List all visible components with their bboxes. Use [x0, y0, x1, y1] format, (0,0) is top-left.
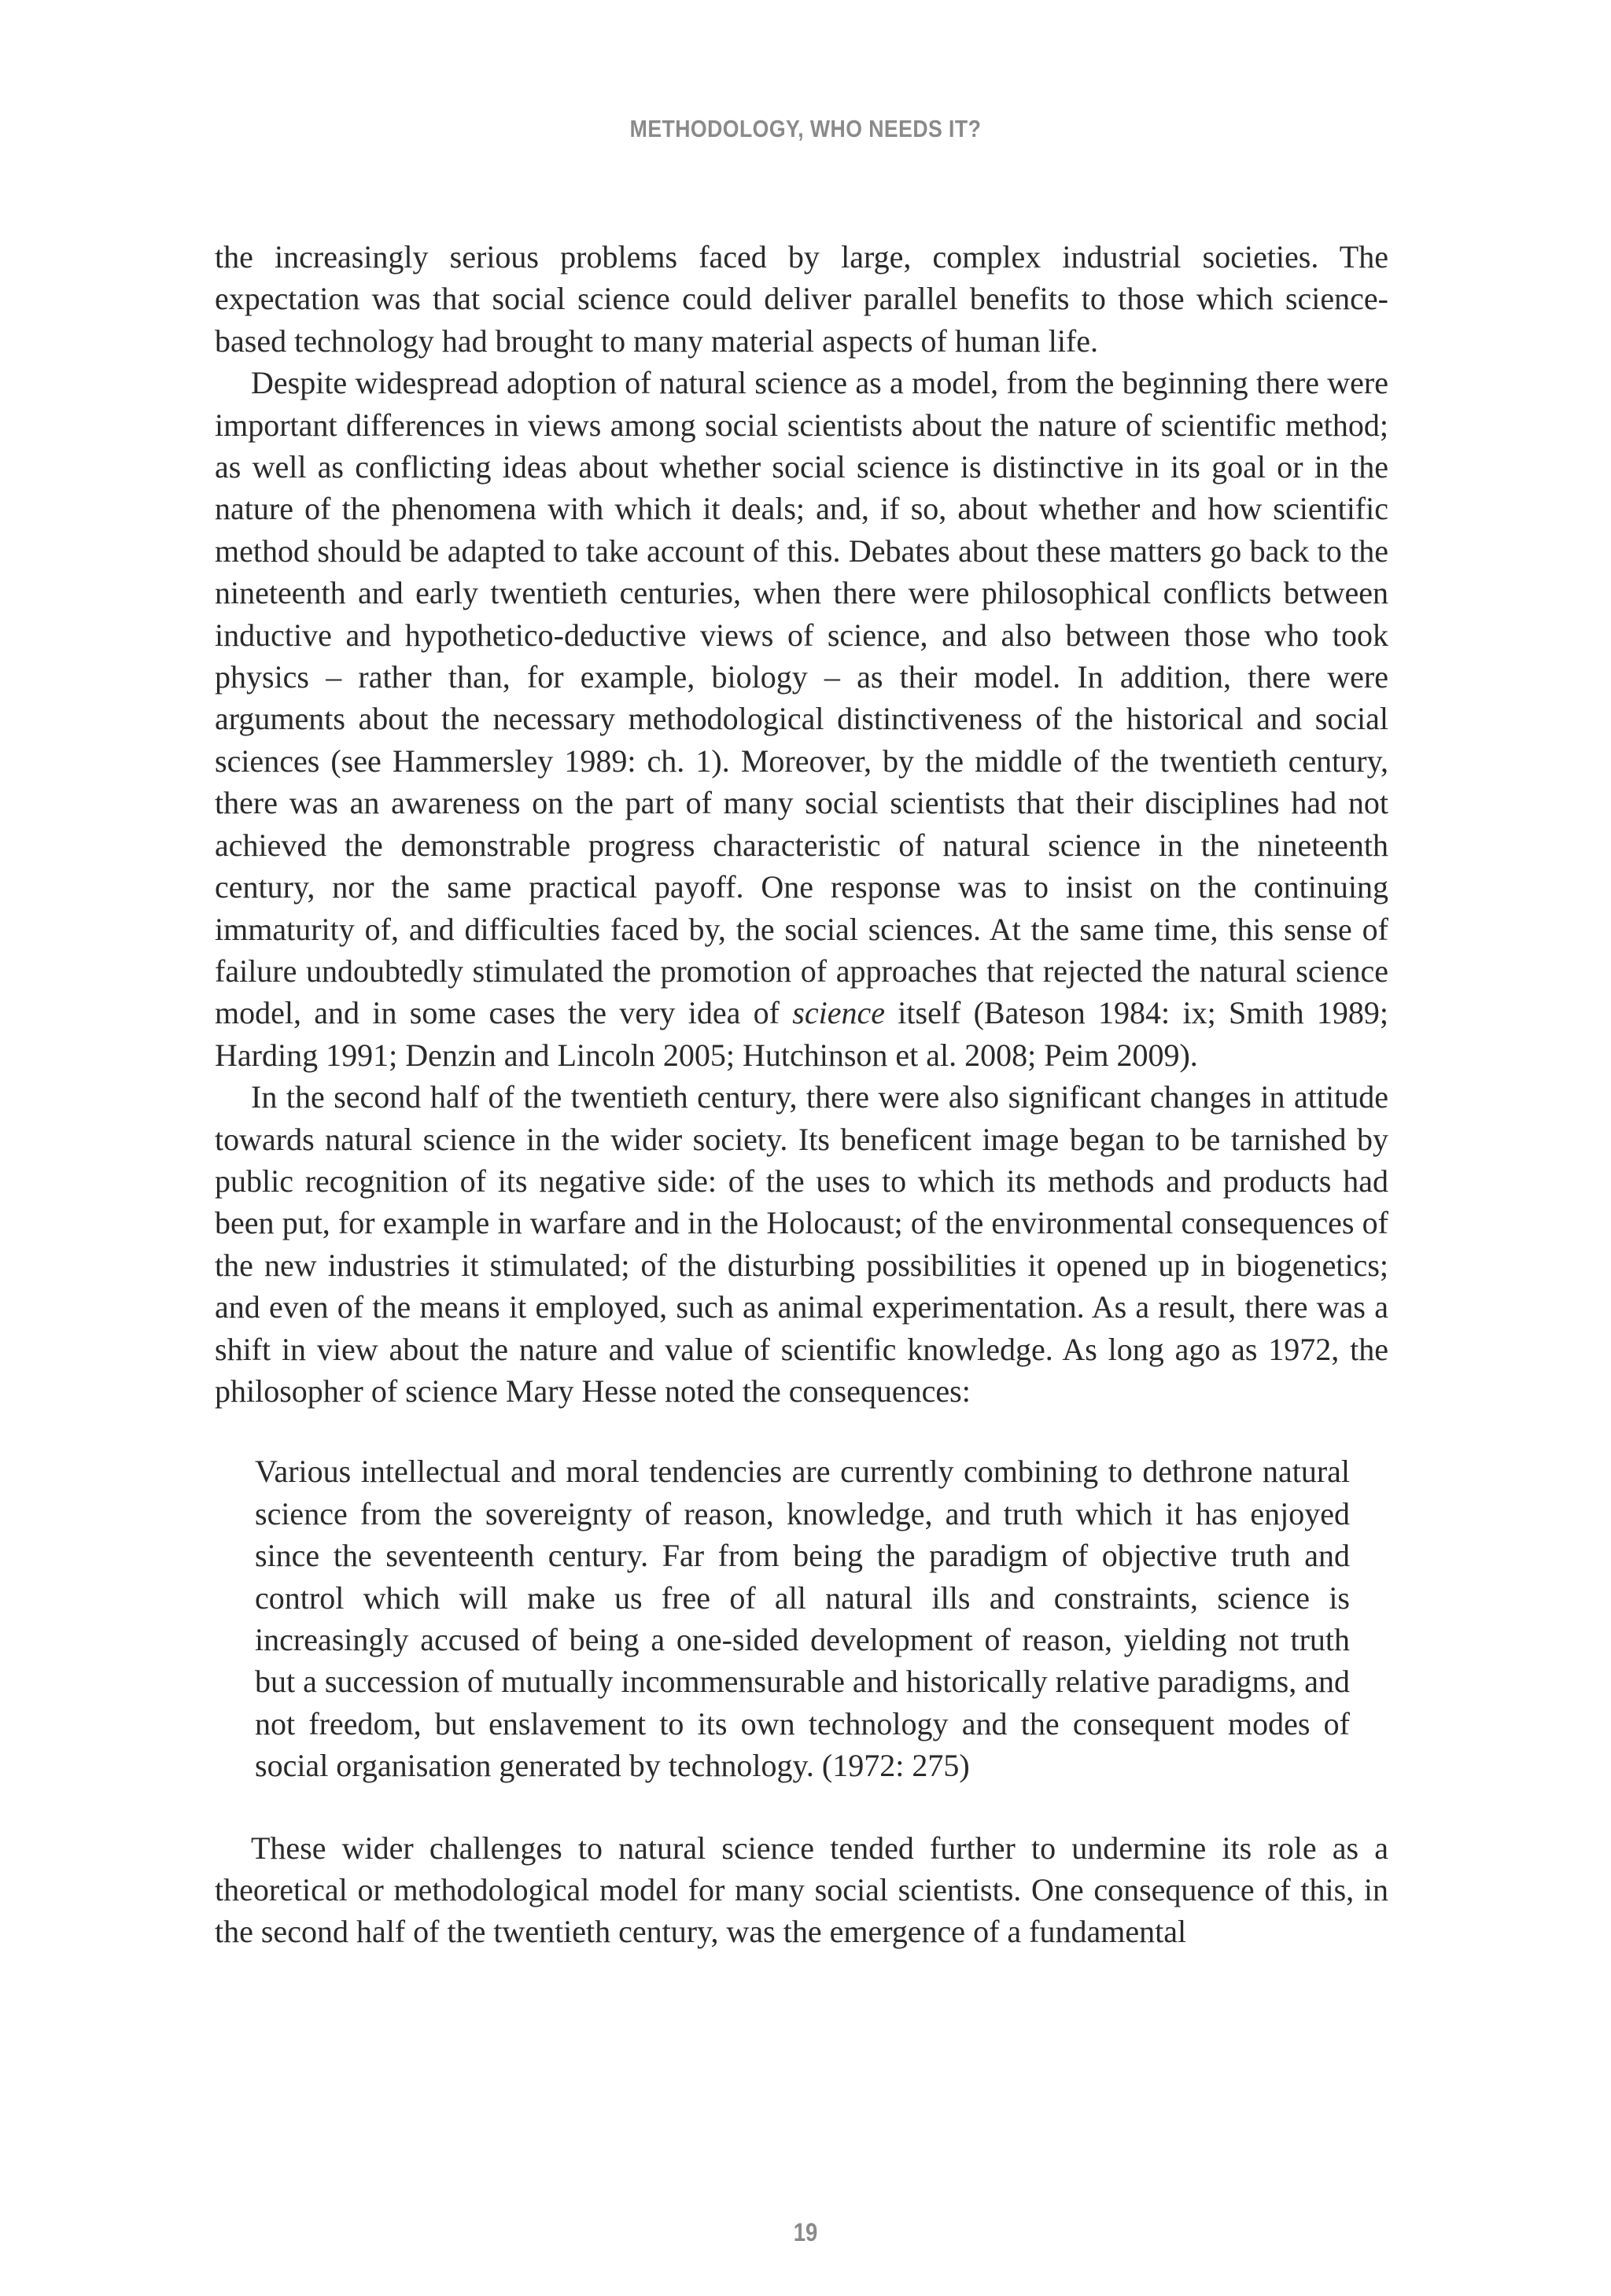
- paragraph-2-text-a: Despite widespread adoption of natural science as a model, from the beginning there were important differences in views among social scientists about the nature of scientific method; as well as conflicting ideas about whether social science is distinctive in its goal or in the nature of the phenomena with which it deals; and, if so, about whether and how scientific method should be adapted to take account of this. Debates about these matters go back to the nineteenth and early twentieth centuries, when there were philosophical conflicts between inductive and hypothetico-deductive views of science, and also between those who took physics – rather than, for example, biology – as their model. In addition, there were arguments about the necessary methodological distinctiveness of the historical and social sciences (see Hammersley 1989: ch. 1). Moreover, by the middle of the twentieth century, there was an awareness on the part of many social scientists that their disciplines had not achieved the demonstrable progress characteristic of natural science in the nineteenth century, nor the same practical payoff. One response was to insist on the continuing immaturity of, and difficulties faced by, the social sciences. At the same time, this sense of failure undoubtedly stimulated the promotion of approaches that rejected the natural science model, and in some cases the very idea of: [215, 365, 1388, 1031]
- paragraph-2: [215, 362, 1388, 1076]
- block-quote: Various intellectual and moral tendencies are currently combining to dethrone natural science from the sovereignty of reason, knowledge, and truth which it has enjoyed since the seventeenth century. Far from being the paradigm of objective truth and control which will make us free of all natural ills and constraints, science is increasingly accused of being a one-sided development of reason, yielding not truth but a succession of mutually incommensurable and historically relative paradigms, and not freedom, but enslavement to its own technology and the consequent modes of social organisation generated by technology. (1972: 275): [255, 1454, 1350, 1784]
- body-text: [215, 236, 1388, 1953]
- italic-science: science: [792, 995, 885, 1031]
- paragraph-1: the increasingly serious problems faced by large, complex industrial societies. The expectation was that social science could deliver parallel benefits to those which science-based technology had brought to many material aspects of human life.: [215, 239, 1388, 359]
- paragraph-4: These wider challenges to natural science tended further to undermine its role as a theoretical or methodological model for many social scientists. One consequence of this, in the second half of the twentieth century, was the emergence of a fundamental: [215, 1830, 1388, 1950]
- running-head: METHODOLOGY, WHO NEEDS IT?: [629, 115, 982, 142]
- page-number: 19: [793, 2218, 818, 2246]
- paragraph-3: In the second half of the twentieth century, there were also significant changes in attitude towards natural science in the wider society. Its beneficent image began to be tarnished by public recognition of its negative side: of the uses to which its methods and products had been put, for example in warfare and in the Holocaust; of the environmental consequences of the new industries it stimulated; of the disturbing possibilities it opened up in biogenetics; and even of the means it employed, such as animal experimentation. As a result, there was a shift in view about the nature and value of scientific knowledge. As long ago as 1972, the philosopher of science Mary Hesse noted the consequences:: [215, 1079, 1388, 1409]
- paragraph-2-text-b: itself (Bateson 1984: ix; Smith 1989; Harding 1991; Denzin and Lincoln 2005; Hutchinson et al. 2008; Peim 2009).: [215, 995, 1388, 1073]
